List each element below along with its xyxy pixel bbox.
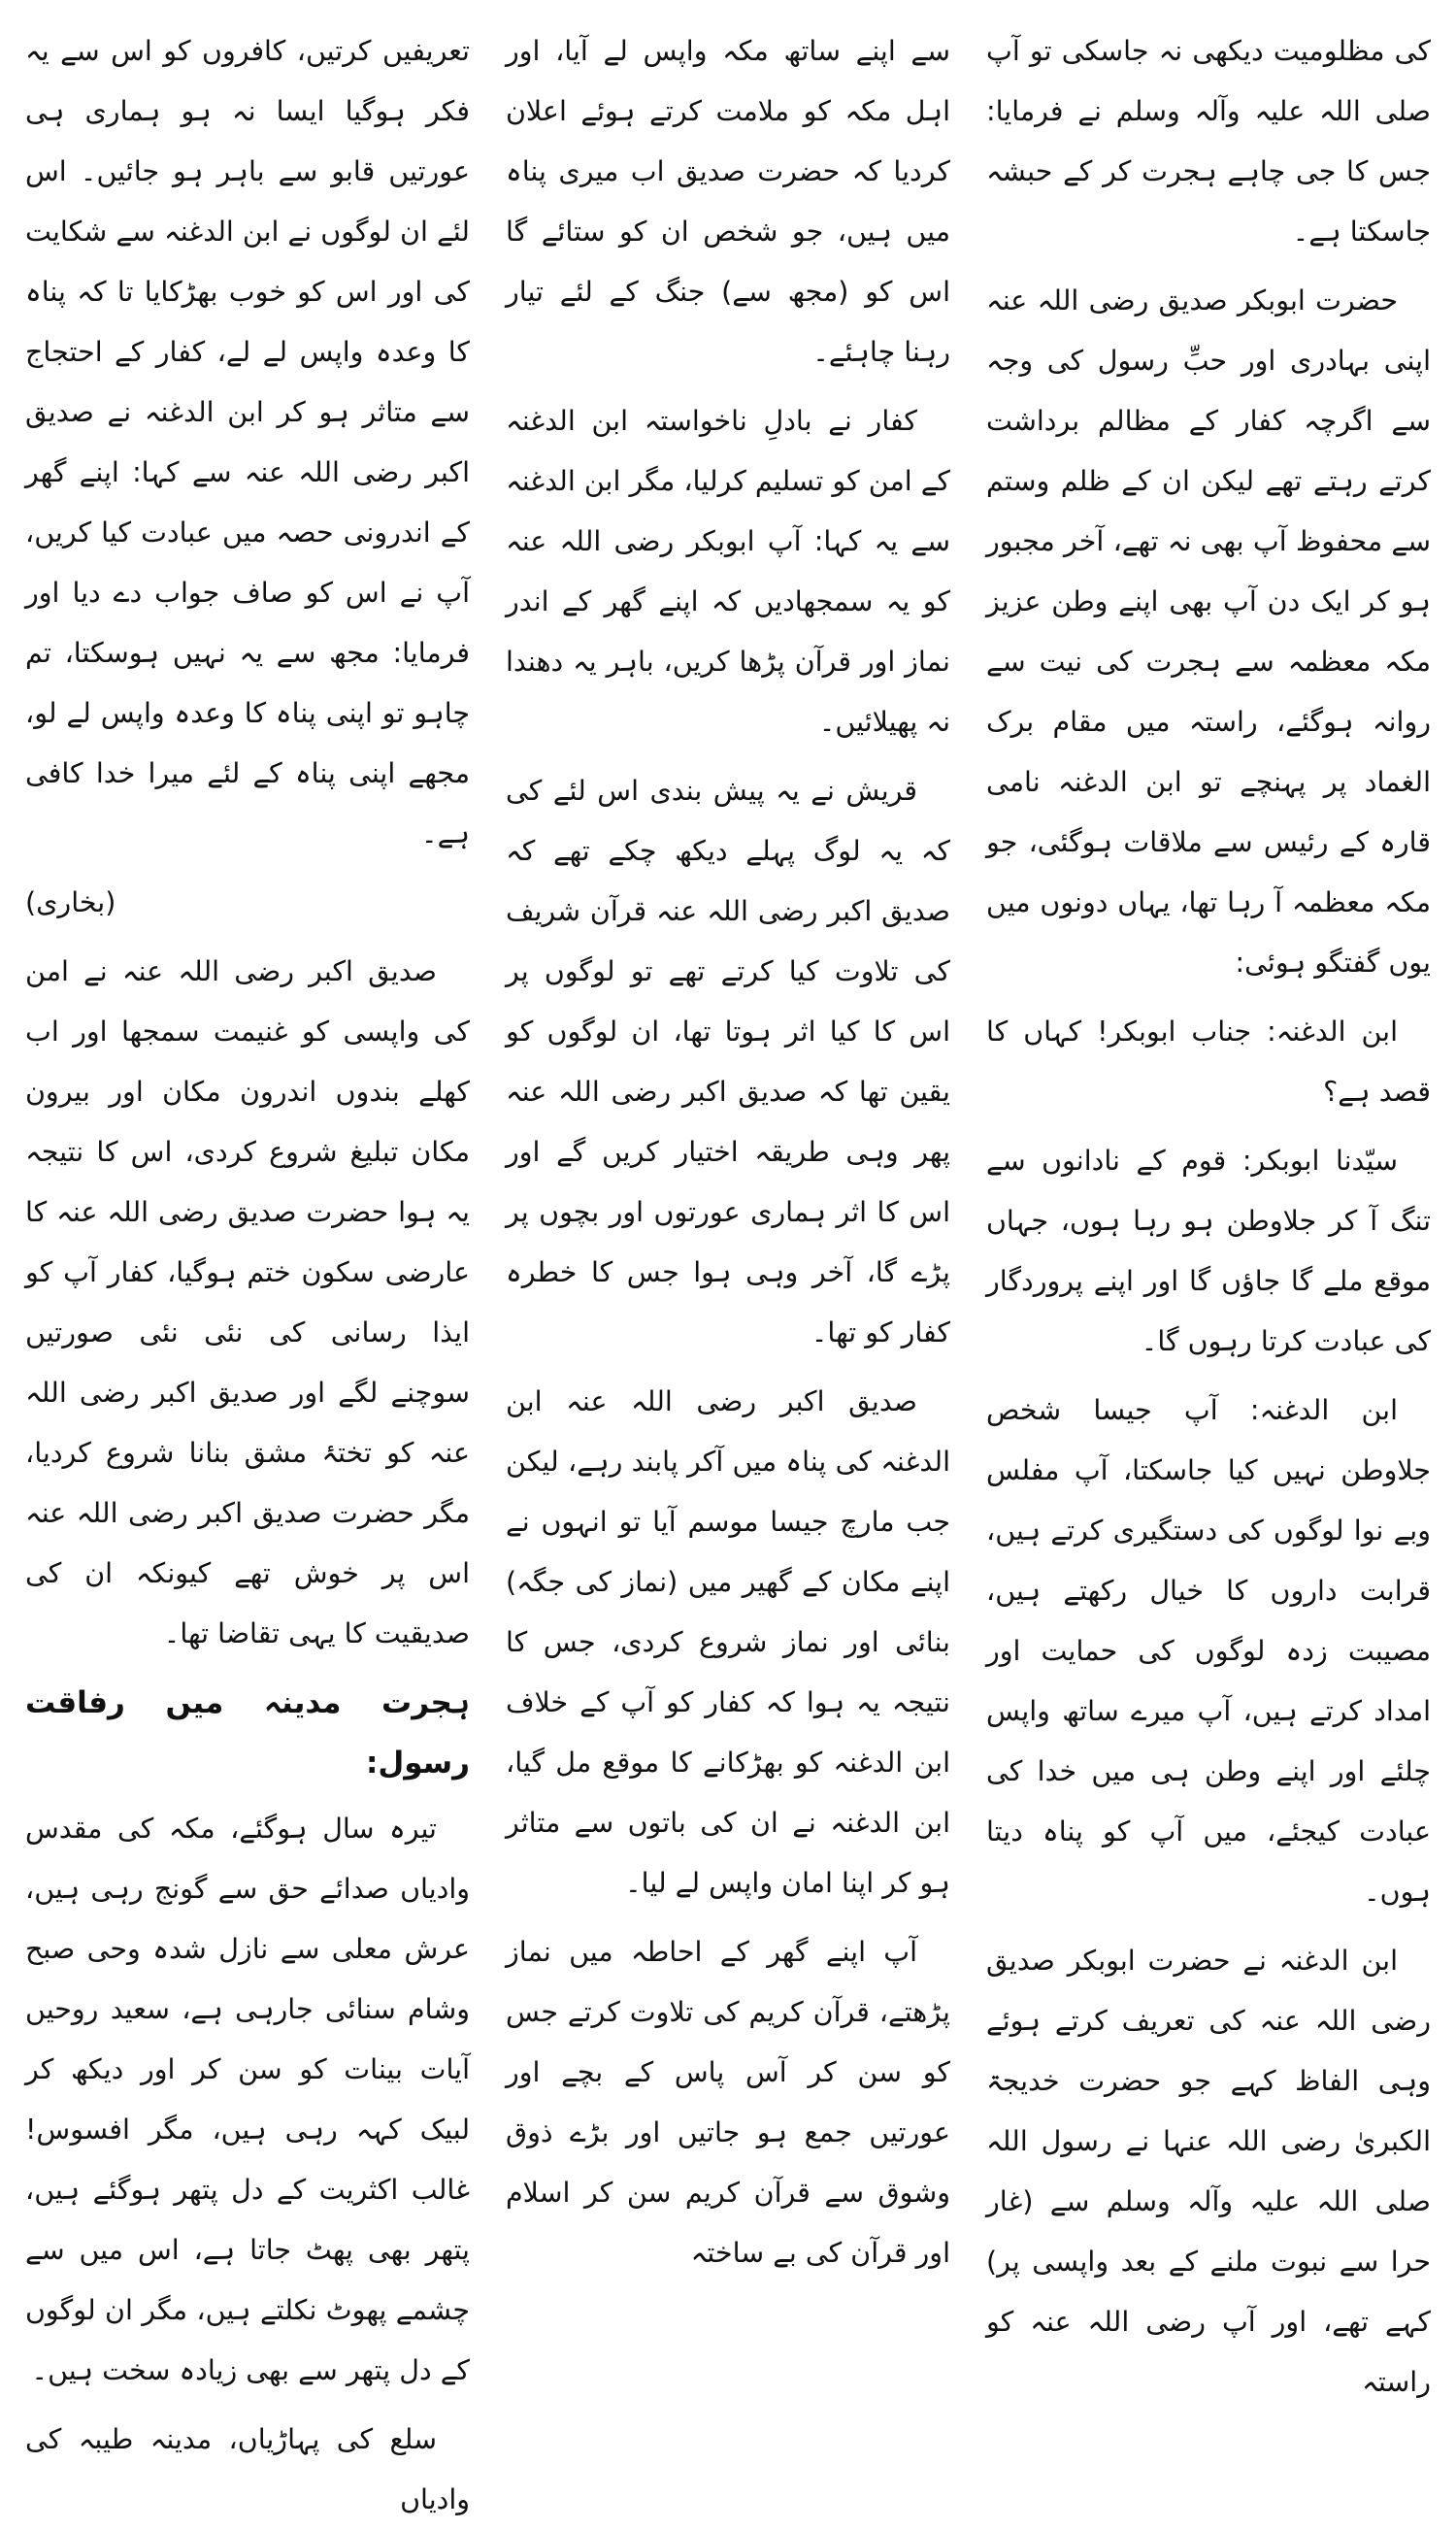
paragraph: صدیق اکبر رضی اللہ عنہ نے امن کی واپسی کو غنیمت سمجھا اور اب کھلے بندوں اندرون مکان اور بیرون مکان تبلیغ شروع کردی، اس کا نتیجہ یہ ہوا حضرت صدیق رضی اللہ عنہ کا عارضی سکون ختم ہوگیا، کفار آپ کو ایذا رسانی کی نئی نئی صورتیں سوچنے لگے اور صدیق اکبر رضی اللہ عنہ کو تختۂ مشق بنانا شروع کردیا، مگر حضرت صدیق اکبر رضی اللہ عنہ اس پر خوش تھے کیونکہ ان کی صدیقیت کا یہی تقاضا تھا۔ (25, 955, 470, 1649)
column-right (986, 21, 1431, 2398)
paragraph: ابن الدغنہ: آپ جیسا شخص جلاوطن نہیں کیا جاسکتا، آپ مفلس وبے نوا لوگوں کی دستگیری کرتے ہیں، قرابت داروں کا خیال رکھتے ہیں، مصیبت زدہ لوگوں کی حمایت اور امداد کرتے ہیں، آپ میرے ساتھ واپس چلئے اور اپنے وطن ہی میں خدا کی عبادت کیجئے، میں آپ کو پناہ دیتا ہوں۔ (986, 1394, 1431, 1908)
column-left (25, 21, 470, 2515)
paragraph: سلع کی پہاڑیاں، مدینہ طیبہ کی وادیاں (25, 2423, 470, 2515)
paragraph: سیّدنا ابوبکر: قوم کے نادانوں سے تنگ آ کر جلاوطن ہو رہا ہوں، جہاں موقع ملے گا جاؤں گا اور اپنے پروردگار کی عبادت کرتا رہوں گا۔ (986, 1145, 1431, 1357)
paragraph: سے اپنے ساتھ مکہ واپس لے آیا، اور اہل مکہ کو ملامت کرتے ہوئے اعلان کردیا کہ حضرت صدیق اب میری پناہ میں ہیں، جو شخص ان کو ستائے گا اس کو (مجھ سے) جنگ کے لئے تیار رہنا چاہئے۔ (506, 35, 950, 368)
column-middle (506, 21, 950, 2269)
paragraph: ابن الدغنہ نے حضرت ابوبکر صدیق رضی اللہ عنہ کی تعریف کرتے ہوئے وہی الفاظ کہے جو حضرت خدیجۃ الکبریٰ رضی اللہ عنہا نے رسول اللہ صلی اللہ علیہ وآلہ وسلم سے (غار حرا سے نبوت ملنے کے بعد واپسی پر) کہے تھے، اور آپ رضی اللہ عنہ کو راستہ (986, 1945, 1431, 2398)
paragraph: آپ اپنے گھر کے احاطہ میں نماز پڑھتے، قرآن کریم کی تلاوت کرتے جس کو سن کر آس پاس کے بچے اور عورتیں جمع ہو جاتیں اور بڑے ذوق وشوق سے قرآن کریم سن کر اسلام اور قرآن کی بے ساختہ (506, 1936, 950, 2269)
paragraph: ابن الدغنہ: جناب ابوبکر! کہاں کا قصد ہے؟ (986, 1015, 1431, 1108)
section-heading: ہجرت مدینہ میں رفاقت رسول: (25, 1685, 470, 1781)
paragraph: حضرت ابوبکر صدیق رضی اللہ عنہ اپنی بہادری اور حبِّ رسول کی وجہ سے اگرچہ کفار کے مظالم برداشت کرتے رہتے تھے لیکن ان کے ظلم وستم سے محفوظ آپ بھی نہ تھے، آخر مجبور ہو کر ایک دن آپ بھی اپنے وطن عزیز مکہ معظمہ سے ہجرت کی نیت سے روانہ ہوگئے، راستہ میں مقام برک الغماد پر پہنچے تو ابن الدغنہ نامی قارہ کے رئیس سے ملاقات ہوگئی، جو مکہ معظمہ آ رہا تھا، یہاں دونوں میں یوں گفتگو ہوئی: (986, 284, 1431, 979)
paragraph: کفار نے بادلِ ناخواستہ ابن الدغنہ کے امن کو تسلیم کرلیا، مگر ابن الدغنہ سے یہ کہا: آپ ابوبکر رضی اللہ عنہ کو یہ سمجھادیں کہ اپنے گھر کے اندر نماز اور قرآن پڑھا کریں، باہر یہ دھندا نہ پھیلائیں۔ (506, 405, 950, 738)
paragraph: قریش نے یہ پیش بندی اس لئے کی کہ یہ لوگ پہلے دیکھ چکے تھے کہ صدیق اکبر رضی اللہ عنہ قرآن شریف کی تلاوت کیا کرتے تھے تو لوگوں پر اس کا کیا اثر ہوتا تھا، ان لوگوں کو یقین تھا کہ صدیق اکبر رضی اللہ عنہ پھر وہی طریقہ اختیار کریں گے اور اس کا اثر ہماری عورتوں اور بچوں پر پڑے گا، آخر وہی ہوا جس کا خطرہ کفار کو تھا۔ (506, 775, 950, 1348)
paragraph: تیرہ سال ہوگئے، مکہ کی مقدس وادیاں صدائے حق سے گونج رہی ہیں، عرش معلی سے نازل شدہ وحی صبح وشام سنائی جارہی ہے، سعید روحیں آیات بینات کو سن کر اور دیکھ کر لبیک کہہ رہی ہیں، مگر افسوس! غالب اکثریت کے دل پتھر ہوگئے ہیں، پتھر بھی پھٹ جاتا ہے، اس میں سے چشمے پھوٹ نکلتے ہیں، مگر ان لوگوں کے دل پتھر سے بھی زیادہ سخت ہیں۔ (25, 1813, 470, 2386)
paragraph: تعریفیں کرتیں، کافروں کو اس سے یہ فکر ہوگیا ایسا نہ ہو ہماری ہی عورتیں قابو سے باہر ہو جائیں۔ اس لئے ان لوگوں نے ابن الدغنہ سے شکایت کی اور اس کو خوب بھڑکایا تا کہ پناہ کا وعدہ واپس لے لے، کفار کے احتجاج سے متاثر ہو کر ابن الدغنہ نے صدیق اکبر رضی اللہ عنہ سے کہا: اپنے گھر کے اندرونی حصہ میں عبادت کیا کریں، آپ نے اس کو صاف جواب دے دیا اور فرمایا: مجھ سے یہ نہیں ہوسکتا، تم چاہو تو اپنی پناہ کا وعدہ واپس لے لو، مجھے اپنی پناہ کے لئے میرا خدا کافی ہے۔ (25, 35, 470, 849)
paragraph: کی مظلومیت دیکھی نہ جاسکی تو آپ صلی اللہ علیہ وآلہ وسلم نے فرمایا: جس کا جی چاہے ہجرت کر کے حبشہ جاسکتا ہے۔ (986, 35, 1431, 248)
reference-citation: (بخاری) (25, 886, 116, 918)
three-column-layout (25, 21, 1431, 2515)
paragraph: صدیق اکبر رضی اللہ عنہ ابن الدغنہ کی پناہ میں آکر پابند رہے، لیکن جب مارچ جیسا موسم آیا تو انہوں نے اپنے مکان کے گھیر میں (نماز کی جگہ) بنائی اور نماز شروع کردی، جس کا نتیجہ یہ ہوا کہ کفار کو آپ کے خلاف ابن الدغنہ کو بھڑکانے کا موقع مل گیا، ابن الدغنہ نے ان کی باتوں سے متاثر ہو کر اپنا امان واپس لے لیا۔ (506, 1385, 950, 1899)
